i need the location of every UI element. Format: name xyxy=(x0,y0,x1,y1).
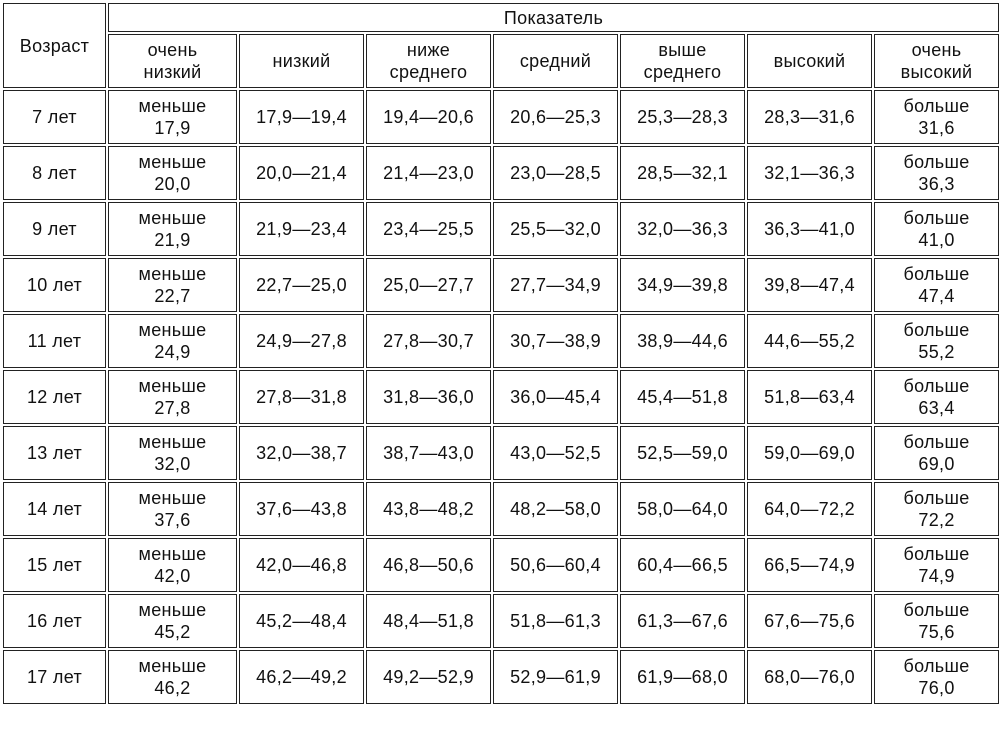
cell-line: меньше xyxy=(138,152,207,172)
cell-below-average: 49,2—52,9 xyxy=(366,650,491,704)
cell-below-average: 43,8—48,2 xyxy=(366,482,491,536)
cell-age: 11 лет xyxy=(3,314,106,368)
cell-line: больше xyxy=(903,544,970,564)
cell-above-average: 45,4—51,8 xyxy=(620,370,745,424)
cell-age: 12 лет xyxy=(3,370,106,424)
cell-average: 36,0—45,4 xyxy=(493,370,618,424)
cell-high: 68,0—76,0 xyxy=(747,650,872,704)
cell-line: 45,2 xyxy=(154,622,191,642)
cell-very-high xyxy=(874,426,999,480)
cell-very-low xyxy=(108,426,237,480)
cell-average: 23,0—28,5 xyxy=(493,146,618,200)
cell-below-average: 46,8—50,6 xyxy=(366,538,491,592)
cell-high: 59,0—69,0 xyxy=(747,426,872,480)
cell-age: 10 лет xyxy=(3,258,106,312)
cell-above-average: 61,3—67,6 xyxy=(620,594,745,648)
table-row xyxy=(3,146,999,200)
cell-low: 27,8—31,8 xyxy=(239,370,364,424)
cell-line: больше xyxy=(903,152,970,172)
cell-low: 22,7—25,0 xyxy=(239,258,364,312)
cell-above-average: 25,3—28,3 xyxy=(620,90,745,144)
cell-age: 15 лет xyxy=(3,538,106,592)
cell-line: больше xyxy=(903,656,970,676)
cell-below-average: 27,8—30,7 xyxy=(366,314,491,368)
cell-line: 69,0 xyxy=(918,454,955,474)
indicator-header: Показатель xyxy=(108,3,999,32)
cell-above-average: 61,9—68,0 xyxy=(620,650,745,704)
cell-high: 66,5—74,9 xyxy=(747,538,872,592)
col-header-below-average xyxy=(366,34,491,88)
cell-very-low xyxy=(108,258,237,312)
cell-line: меньше xyxy=(138,544,207,564)
cell-very-high xyxy=(874,482,999,536)
cell-above-average: 60,4—66,5 xyxy=(620,538,745,592)
cell-high: 36,3—41,0 xyxy=(747,202,872,256)
col-header-line: выше xyxy=(658,40,707,60)
cell-average: 30,7—38,9 xyxy=(493,314,618,368)
cell-very-high xyxy=(874,650,999,704)
cell-line: больше xyxy=(903,600,970,620)
cell-line: 20,0 xyxy=(154,174,191,194)
indicator-table xyxy=(1,1,1000,706)
table-row xyxy=(3,258,999,312)
cell-low: 21,9—23,4 xyxy=(239,202,364,256)
table-row xyxy=(3,426,999,480)
cell-line: меньше xyxy=(138,432,207,452)
col-header-low: низкий xyxy=(239,34,364,88)
cell-line: меньше xyxy=(138,264,207,284)
cell-very-low xyxy=(108,594,237,648)
cell-age: 16 лет xyxy=(3,594,106,648)
cell-line: меньше xyxy=(138,488,207,508)
col-header-line: очень xyxy=(147,40,198,60)
cell-below-average: 31,8—36,0 xyxy=(366,370,491,424)
cell-low: 24,9—27,8 xyxy=(239,314,364,368)
cell-line: 36,3 xyxy=(918,174,955,194)
cell-high: 32,1—36,3 xyxy=(747,146,872,200)
table-row xyxy=(3,594,999,648)
cell-above-average: 32,0—36,3 xyxy=(620,202,745,256)
cell-line: меньше xyxy=(138,96,207,116)
age-header: Возраст xyxy=(3,3,106,88)
cell-line: меньше xyxy=(138,600,207,620)
cell-very-high xyxy=(874,90,999,144)
cell-below-average: 23,4—25,5 xyxy=(366,202,491,256)
cell-age: 14 лет xyxy=(3,482,106,536)
col-header-line: низкий xyxy=(143,62,202,82)
cell-average: 20,6—25,3 xyxy=(493,90,618,144)
cell-line: 17,9 xyxy=(154,118,191,138)
cell-line: больше xyxy=(903,208,970,228)
cell-average: 52,9—61,9 xyxy=(493,650,618,704)
col-header-very-low xyxy=(108,34,237,88)
cell-below-average: 38,7—43,0 xyxy=(366,426,491,480)
cell-line: меньше xyxy=(138,656,207,676)
cell-average: 48,2—58,0 xyxy=(493,482,618,536)
cell-average: 50,6—60,4 xyxy=(493,538,618,592)
header-row-top xyxy=(3,3,999,32)
cell-very-low xyxy=(108,314,237,368)
cell-line: 47,4 xyxy=(918,286,955,306)
cell-high: 39,8—47,4 xyxy=(747,258,872,312)
cell-high: 51,8—63,4 xyxy=(747,370,872,424)
cell-line: 75,6 xyxy=(918,622,955,642)
cell-very-high xyxy=(874,258,999,312)
cell-line: больше xyxy=(903,96,970,116)
cell-line: 32,0 xyxy=(154,454,191,474)
cell-low: 46,2—49,2 xyxy=(239,650,364,704)
cell-line: 24,9 xyxy=(154,342,191,362)
cell-average: 27,7—34,9 xyxy=(493,258,618,312)
cell-line: 41,0 xyxy=(918,230,955,250)
cell-very-high xyxy=(874,146,999,200)
cell-line: 46,2 xyxy=(154,678,191,698)
table-row xyxy=(3,370,999,424)
cell-above-average: 28,5—32,1 xyxy=(620,146,745,200)
col-header-line: высокий xyxy=(900,62,973,82)
cell-line: 27,8 xyxy=(154,398,191,418)
col-header-line: очень xyxy=(911,40,962,60)
cell-below-average: 25,0—27,7 xyxy=(366,258,491,312)
cell-line: больше xyxy=(903,376,970,396)
cell-line: больше xyxy=(903,320,970,340)
cell-below-average: 21,4—23,0 xyxy=(366,146,491,200)
col-header-above-average xyxy=(620,34,745,88)
cell-high: 44,6—55,2 xyxy=(747,314,872,368)
cell-high: 64,0—72,2 xyxy=(747,482,872,536)
cell-above-average: 58,0—64,0 xyxy=(620,482,745,536)
table-row xyxy=(3,90,999,144)
cell-very-high xyxy=(874,594,999,648)
cell-very-high xyxy=(874,202,999,256)
cell-line: 31,6 xyxy=(918,118,955,138)
cell-line: 37,6 xyxy=(154,510,191,530)
cell-line: больше xyxy=(903,488,970,508)
cell-low: 45,2—48,4 xyxy=(239,594,364,648)
cell-below-average: 19,4—20,6 xyxy=(366,90,491,144)
cell-line: больше xyxy=(903,432,970,452)
cell-line: 55,2 xyxy=(918,342,955,362)
cell-age: 9 лет xyxy=(3,202,106,256)
cell-age: 13 лет xyxy=(3,426,106,480)
cell-average: 43,0—52,5 xyxy=(493,426,618,480)
cell-very-high xyxy=(874,538,999,592)
cell-line: меньше xyxy=(138,208,207,228)
cell-very-high xyxy=(874,370,999,424)
col-header-very-high xyxy=(874,34,999,88)
table-row xyxy=(3,650,999,704)
col-header-line: ниже xyxy=(406,40,451,60)
col-header-high: высокий xyxy=(747,34,872,88)
cell-very-low xyxy=(108,146,237,200)
cell-age: 17 лет xyxy=(3,650,106,704)
cell-low: 32,0—38,7 xyxy=(239,426,364,480)
cell-line: 21,9 xyxy=(154,230,191,250)
cell-above-average: 52,5—59,0 xyxy=(620,426,745,480)
cell-low: 42,0—46,8 xyxy=(239,538,364,592)
cell-line: 74,9 xyxy=(918,566,955,586)
col-header-line: среднего xyxy=(389,62,468,82)
cell-line: 22,7 xyxy=(154,286,191,306)
cell-high: 28,3—31,6 xyxy=(747,90,872,144)
cell-very-low xyxy=(108,202,237,256)
cell-very-low xyxy=(108,538,237,592)
table-row xyxy=(3,314,999,368)
cell-line: 72,2 xyxy=(918,510,955,530)
table-body xyxy=(3,3,999,704)
cell-line: 76,0 xyxy=(918,678,955,698)
cell-above-average: 38,9—44,6 xyxy=(620,314,745,368)
cell-age: 8 лет xyxy=(3,146,106,200)
cell-line: меньше xyxy=(138,376,207,396)
cell-low: 37,6—43,8 xyxy=(239,482,364,536)
cell-very-low xyxy=(108,650,237,704)
cell-below-average: 48,4—51,8 xyxy=(366,594,491,648)
col-header-line: среднего xyxy=(643,62,722,82)
cell-very-low xyxy=(108,90,237,144)
cell-average: 25,5—32,0 xyxy=(493,202,618,256)
cell-line: 63,4 xyxy=(918,398,955,418)
cell-line: больше xyxy=(903,264,970,284)
col-header-average: средний xyxy=(493,34,618,88)
cell-very-low xyxy=(108,482,237,536)
cell-high: 67,6—75,6 xyxy=(747,594,872,648)
cell-low: 20,0—21,4 xyxy=(239,146,364,200)
cell-line: меньше xyxy=(138,320,207,340)
cell-low: 17,9—19,4 xyxy=(239,90,364,144)
header-row-sub xyxy=(3,34,999,88)
table-row xyxy=(3,538,999,592)
cell-age: 7 лет xyxy=(3,90,106,144)
table-row xyxy=(3,482,999,536)
cell-very-low xyxy=(108,370,237,424)
cell-above-average: 34,9—39,8 xyxy=(620,258,745,312)
cell-very-high xyxy=(874,314,999,368)
cell-line: 42,0 xyxy=(154,566,191,586)
table-row xyxy=(3,202,999,256)
cell-average: 51,8—61,3 xyxy=(493,594,618,648)
